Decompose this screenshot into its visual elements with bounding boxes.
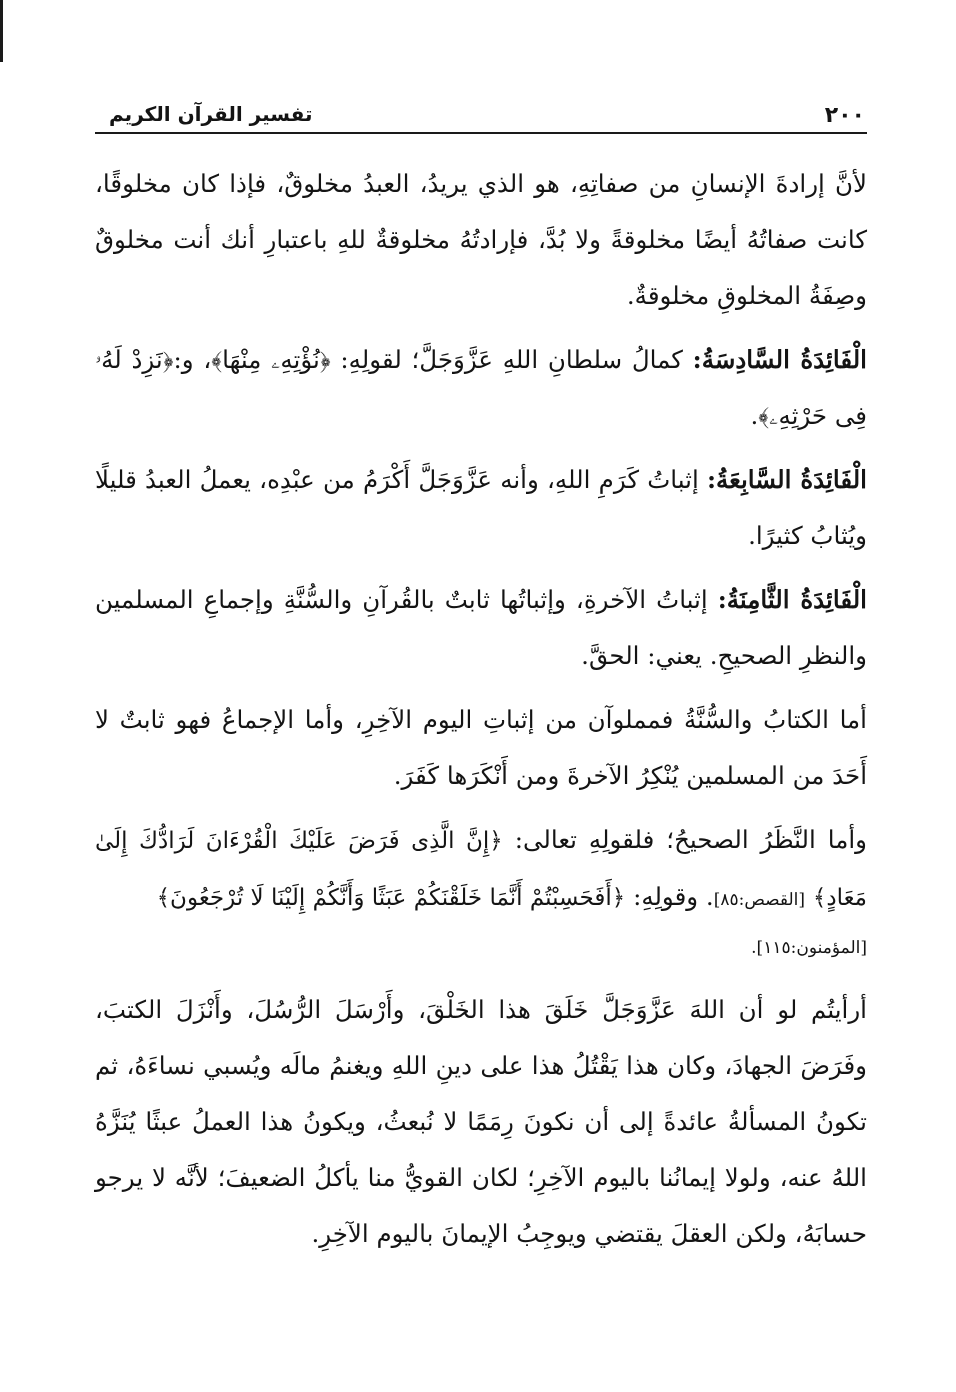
quran-verse: ﴿أَفَحَسِبْتُمْ أَنَّمَا خَلَقْنَكُمْ عَبَثًا وَأَنَّكُمْ إِلَيْنَا لَا تُرْجَعُونَ﴾: [156, 885, 626, 911]
paragraph-benefit-6: [95, 332, 867, 444]
verse-reference: [القصص:٨٥]: [713, 890, 806, 910]
paragraph-7: [95, 982, 867, 1262]
benefit-heading: الْفَائِدَةُ السَّادِسَةُ:: [692, 345, 867, 374]
benefit-heading: الْفَائِدَةُ السَّابِعَةُ:: [706, 465, 867, 494]
paragraph-text: إثباتُ الآخرةِ، وإثباتُها ثابتٌ بالقُرآنِ والسُّنَّةِ وإجماعِ المسلمين والنظرِ الصحيحِ. يعني: الحقَّ.: [95, 585, 867, 670]
book-page: [95, 92, 867, 1270]
paragraph-1: [95, 156, 867, 324]
paragraph-text: إثباتُ كَرَمِ اللهِ، وأنه عَزَّوَجَلَّ أَكْرَمُ من عبْدِه، يعملُ العبدُ قليلًا ويُثابُ كثيرًا.: [95, 465, 867, 550]
paragraph-benefit-7: [95, 452, 867, 564]
scan-edge-mark: [0, 0, 3, 62]
paragraph-text: أرأيتُم لو أن اللهَ عَزَّوَجَلَّ خَلَقَ هذا الخَلْقَ، وأَرْسَلَ الرُّسُلَ، وأَنْزَلَ الكتبَ، وفَرَضَ الجهادَ، وكان هذا يَقْتُلُ هذا على دينِ اللهِ ويغنمُ مالَه ويُسبي نساءَهُ، ثم تكونُ المسألةُ عائدةً إلى أن نكونَ رِمَمًا لا نُبعثُ، ويكونُ هذا العملُ عبثًا يُنَزَّهُ اللهُ عنه، ولولا إيمانُنا باليوم الآخِرِ؛ لكان القويُّ منا يأكلُ الضعيفَ؛ لأنَّه لا يرجو حسابَهُ، ولكن العقلَ يقتضي ويوجِبُ الإيمانَ باليوم الآخِرِ.: [95, 995, 867, 1248]
paragraph-text: كمالُ سلطانِ اللهِ عَزَّوَجَلَّ؛ لقولِهِ: ﴿نُؤْتِهِۦ مِنْهَا﴾، و:﴿نَزِدْ لَهُۥ فِى حَرْثِهِۦ﴾.: [95, 345, 867, 430]
paragraph-6: [95, 812, 867, 928]
paragraph-5: [95, 692, 867, 804]
paragraph-text: . وقولِهِ:: [633, 882, 714, 911]
paragraph-text: أما الكتابُ والسُّنَّةُ فمملوآن من إثباتِ اليوم الآخِرِ، وأما الإجماعُ فهو ثابتٌ لا أَحَدَ من المسلمين يُنْكِرُ الآخرةَ ومن أَنْكَرَها كَفَرَ.: [95, 705, 867, 790]
benefit-heading: الْفَائِدَةُ الثَّامِنَةُ:: [717, 585, 867, 614]
page-number: ٢٠٠: [824, 103, 865, 128]
body-text: [95, 156, 867, 1262]
running-header: [95, 92, 867, 134]
paragraph-text: وأما النَّظَرُ الصحيحُ؛ فلقولِهِ تعالى:: [514, 825, 867, 854]
paragraph-text: لأنَّ إرادةَ الإنسانِ من صفاتِهِ، هو الذي يريدُ، العبدُ مخلوقٌ، فإذا كان مخلوقًا، كانت صفاتُهُ أيضًا مخلوقةً ولا بُدَّ، فإرادتُهُ مخلوقةٌ للهِ باعتبارِ أنك أنت مخلوقٌ وصِفَةُ المخلوقِ مخلوقةٌ.: [95, 169, 867, 310]
quran-verse: ﴿إِنَّ الَّذِى فَرَضَ عَلَيْكَ الْقُرْءَانَ لَرَادُّكَ إِلَىٰ مَعَادٍ﴾: [95, 828, 867, 911]
paragraph-benefit-8: [95, 572, 867, 684]
verse-reference: [المؤمنون:١١٥].: [751, 938, 867, 958]
book-title: تفسير القرآن الكريم: [109, 102, 313, 126]
